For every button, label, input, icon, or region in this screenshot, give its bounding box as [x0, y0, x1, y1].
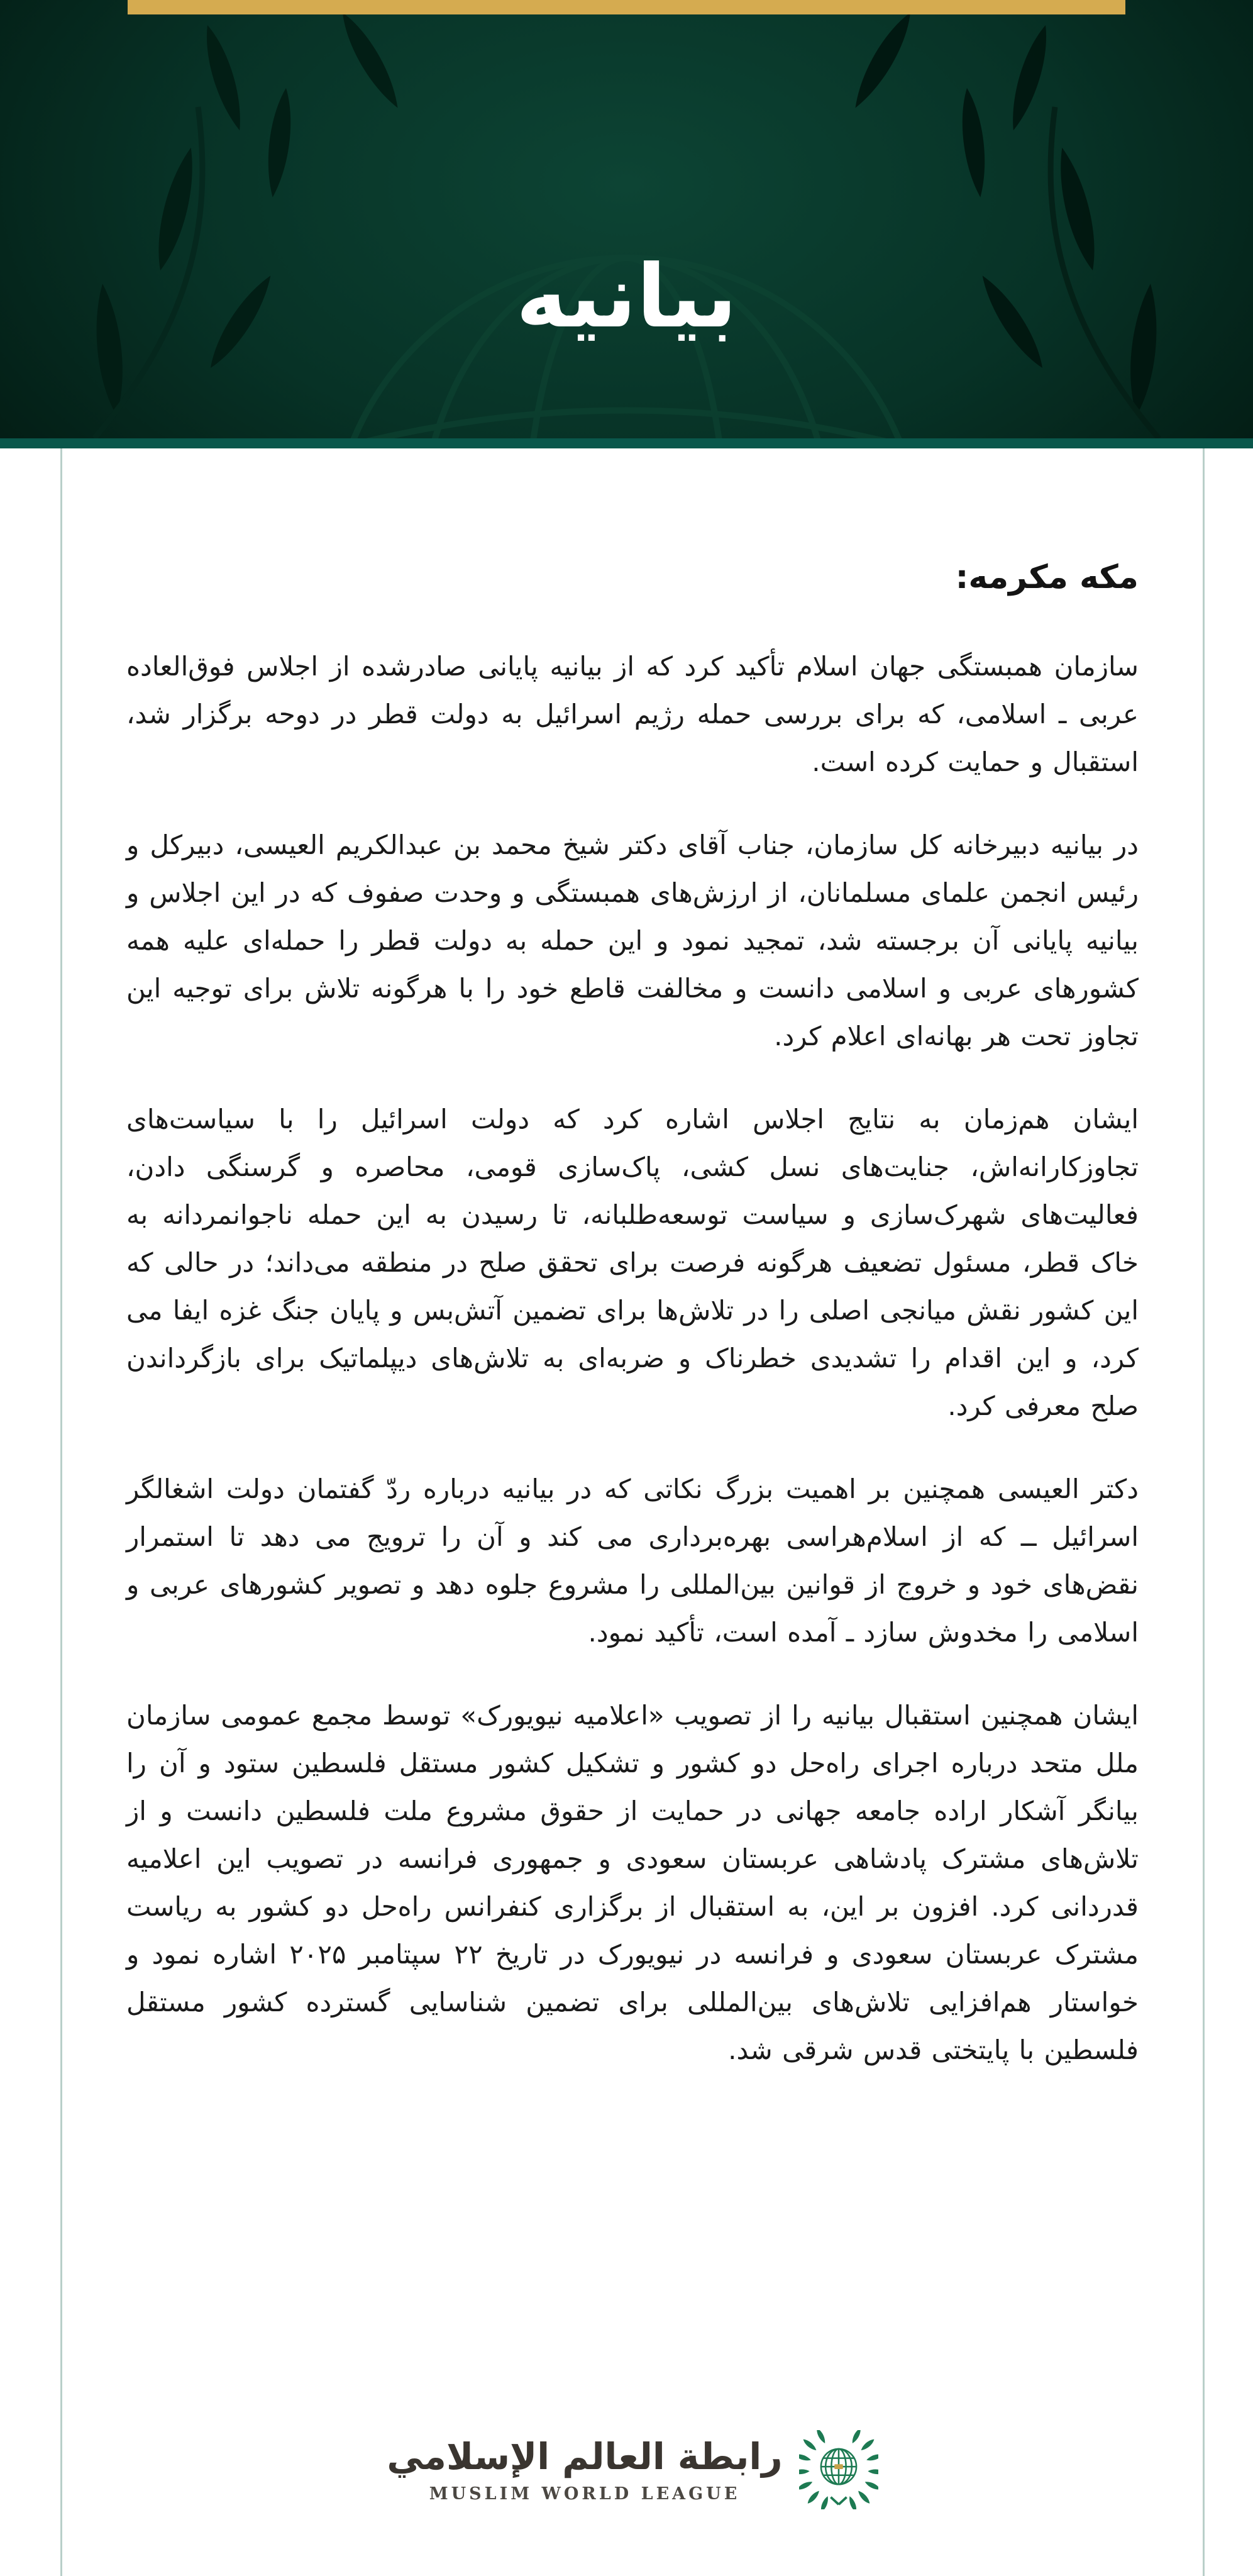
olive-branch-left: [91, 8, 406, 438]
paragraph-1: سازمان همبستگی جهان اسلام تأکید کرد که از بیانیه پایانی صادرشده از اجلاس فوق‌العاده عربی ـ اسلامی، که برای بررسی حمله رژیم اسرائیل به دولت قطر در دوحه برگزار شد، استقبال و حمایت کرده است.: [126, 651, 1139, 778]
document-card: [60, 448, 1205, 2576]
paragraph-2: در بیانیه دبیرخانه کل سازمان، جناب آقای دکتر شیخ محمد بن عبدالکریم العیسی، دبیرکل و رئیس انجمن علمای مسلمانان، از ارزش‌های همبستگی و وحدت صفوف که در این اجلاس و بیانیه پایانی آن برجسته شد، تمجید نمود و این حمله به دولت قطر را حمله‌ای علیه همه کشورهای عربی و اسلامی دانست و مخالفت قاطع خود را با هرگونه تلاش برای توجیه این تجاوز تحت هر بهانه‌ای اعلام کرد.: [126, 830, 1139, 1052]
statement-body: [126, 643, 1139, 2074]
logo-arabic-calligraphy: رابطة العالم الإسلامي: [387, 2435, 783, 2479]
dateline-heading: مکه مکرمه:: [955, 558, 1139, 596]
statement-title: بیانیه: [516, 246, 737, 347]
header-olive-globe-watermark: [0, 0, 1253, 438]
header-banner: [0, 0, 1253, 438]
olive-branch-right: [847, 8, 1162, 438]
logo-wordmark: [387, 2436, 782, 2504]
paragraph-5: ایشان همچنین استقبال بیانیه را از تصویب «اعلامیه نیویورک» توسط مجمع عمومی سازمان ملل متحد درباره اجرای راه‌حل دو کشور و تشکیل کشور مستقل فلسطین ستود و آن را بیانگر آشکار اراده جامعه جهانی در حمایت از حقوق مشروع ملت فلسطین دانست و از تلاش‌های مشترک پادشاهی عربستان سعودی و جمهوری فرانسه در تصویب این اعلامیه قدردانی کرد. افزون بر این، به استقبال از برگزاری کنفرانس راه‌حل دو کشور به ریاست مشترک عربستان سعودی و فرانسه در نیویورک در تاریخ ۲۲ سپتامبر ۲۰۲۵ اشاره نمود و خواستار هم‌افزایی تلاش‌های بین‌المللی برای تضمین شناسایی گسترده کشور مستقل فلسطین با پایتختی قدس شرقی شد.: [126, 1700, 1139, 2066]
logo-english-name: MUSLIM WORLD LEAGUE: [429, 2484, 741, 2504]
organization-logo: [62, 2430, 1203, 2509]
gold-kaaba-band: [834, 2464, 843, 2469]
teal-divider-band: [0, 438, 1253, 448]
paragraph-4: دکتر العیسی همچنین بر اهمیت بزرگ نکاتی که در بیانیه درباره ردّ گفتمان دولت اشغالگر اسرائیل ــ که از اسلام‌هراسی بهره‌برداری می کند و آن را ترویج می دهد تا استمرار نقض‌های خود و خروج از قوانین بین‌المللی را مشروع جلوه دهد و تصویر کشورهای عربی و اسلامی را مخدوش سازد ـ آمده است، تأکید نمود.: [126, 1474, 1139, 1648]
gold-accent-bar: [128, 0, 1125, 14]
paragraph-3: ایشان هم‌زمان به نتایج اجلاس اشاره کرد که دولت اسرائیل را با سیاست‌های تجاوزکارانه‌اش، جنایت‌های نسل کشی، پاک‌سازی قومی، محاصره و گرسنگی دادن، فعالیت‌های شهرک‌سازی و سیاست توسعه‌طلبانه، تا رسیدن به این حمله ناجوانمردانه به خاک قطر، مسئول تضعیف هرگونه فرصت برای تحقق صلح در منطقه می‌داند؛ در حالی که این کشور نقش میانجی اصلی را در تلاش‌ها برای تضمین آتش‌بس و پایان جنگ غزه ایفا می کرد، و این اقدام را تشدیدی خطرناک و ضربه‌ای به تلاش‌های دیپلماتیک برای بازگرداندن صلح معرفی کرد.: [126, 1104, 1139, 1422]
muslim-world-league-emblem-icon: [799, 2430, 878, 2509]
